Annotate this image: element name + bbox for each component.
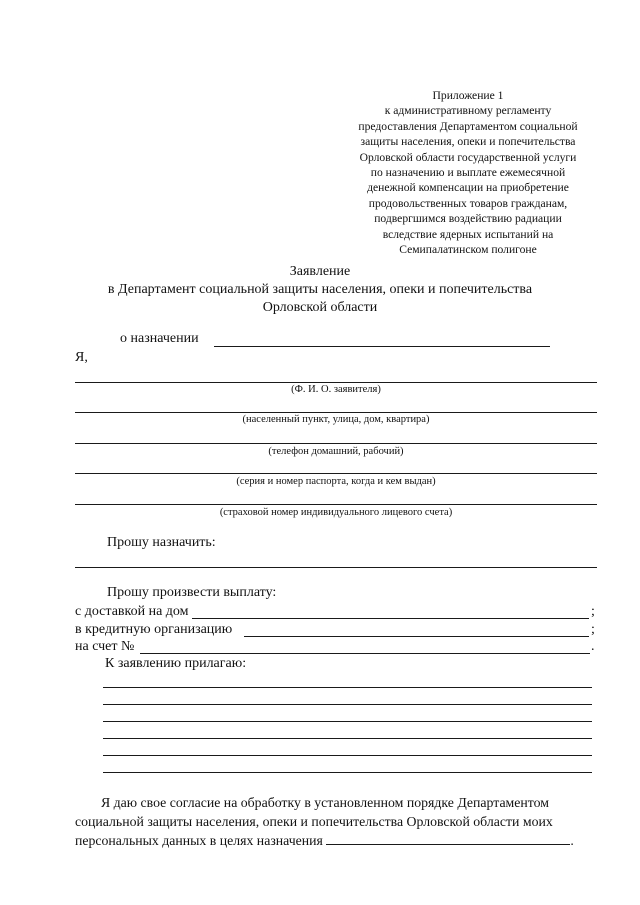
appendix-line: защиты населения, опеки и попечительства <box>360 135 576 149</box>
request-assign-label: Прошу назначить: <box>107 535 216 550</box>
addressee-line-1: в Департамент социальной защиты населения, опеки и попечительства <box>107 282 533 297</box>
appendix-line: к административному регламенту <box>384 104 552 118</box>
fio-field-line[interactable] <box>75 382 597 383</box>
attachment-line[interactable] <box>103 721 592 722</box>
appendix-line: Приложение 1 <box>432 89 504 102</box>
consent-text: Я даю свое согласие на обработку в установленном порядке Департаментом социальной защиты населения, опеки и попечительства Орловской области моих персональных данных в целях назначения <box>75 795 553 848</box>
attachment-line[interactable] <box>103 704 592 705</box>
appendix-line: вследствие ядерных испытаний на <box>382 227 554 241</box>
appendix-line: Орловской области государственной услуги <box>359 150 577 164</box>
appendix-line: по назначению и выплате ежемесячной <box>370 166 566 180</box>
snils-caption: (страховой номер индивидуального лицевого счета) <box>219 507 453 518</box>
address-caption: (населенный пункт, улица, дом, квартира) <box>242 414 430 425</box>
credit-org-field-line[interactable] <box>244 636 589 637</box>
appendix-line: подвергшимся воздействию радиации <box>374 212 562 226</box>
phone-caption: (телефон домашний, рабочий) <box>268 446 404 457</box>
snils-field-line[interactable] <box>75 504 597 505</box>
request-payment-label: Прошу произвести выплату: <box>107 585 277 600</box>
appendix-line: Семипалатинском полигоне <box>399 243 537 257</box>
fio-caption: (Ф. И. О. заявителя) <box>291 384 381 395</box>
phone-field-line[interactable] <box>75 443 597 444</box>
consent-period: . <box>570 833 574 848</box>
attachment-line[interactable] <box>103 738 592 739</box>
attachments-label: К заявлению прилагаю: <box>105 656 247 671</box>
applicant-label: Я, <box>75 350 88 365</box>
request-assign-field-line[interactable] <box>75 567 597 568</box>
credit-org-label: в кредитную организацию <box>75 622 233 637</box>
passport-caption: (серия и номер паспорта, когда и кем выдан) <box>236 476 436 487</box>
addressee-line-2: Орловской области <box>262 300 378 315</box>
assignment-label: о назначении <box>120 331 199 346</box>
passport-field-line[interactable] <box>75 473 597 474</box>
appendix-block <box>318 88 618 257</box>
attachment-line[interactable] <box>103 755 592 756</box>
assignment-field-line[interactable] <box>214 346 550 347</box>
appendix-line: продовольственных товаров гражданам, <box>368 196 568 210</box>
account-field-line[interactable] <box>140 653 590 654</box>
consent-field-line[interactable] <box>326 832 570 845</box>
account-label: на счет № <box>75 639 135 654</box>
document-title: Заявление <box>289 264 351 279</box>
consent-paragraph <box>75 793 597 850</box>
delivery-home-semicolon: ; <box>591 604 595 619</box>
delivery-home-label: с доставкой на дом <box>75 604 189 619</box>
delivery-home-field-line[interactable] <box>192 618 589 619</box>
appendix-line: денежной компенсации на приобретение <box>367 181 569 195</box>
attachment-line[interactable] <box>103 772 592 773</box>
attachment-line[interactable] <box>103 687 592 688</box>
appendix-line: предоставления Департаментом социальной <box>358 119 578 133</box>
address-field-line[interactable] <box>75 412 597 413</box>
credit-org-semicolon: ; <box>591 622 595 637</box>
account-period: . <box>591 639 595 654</box>
